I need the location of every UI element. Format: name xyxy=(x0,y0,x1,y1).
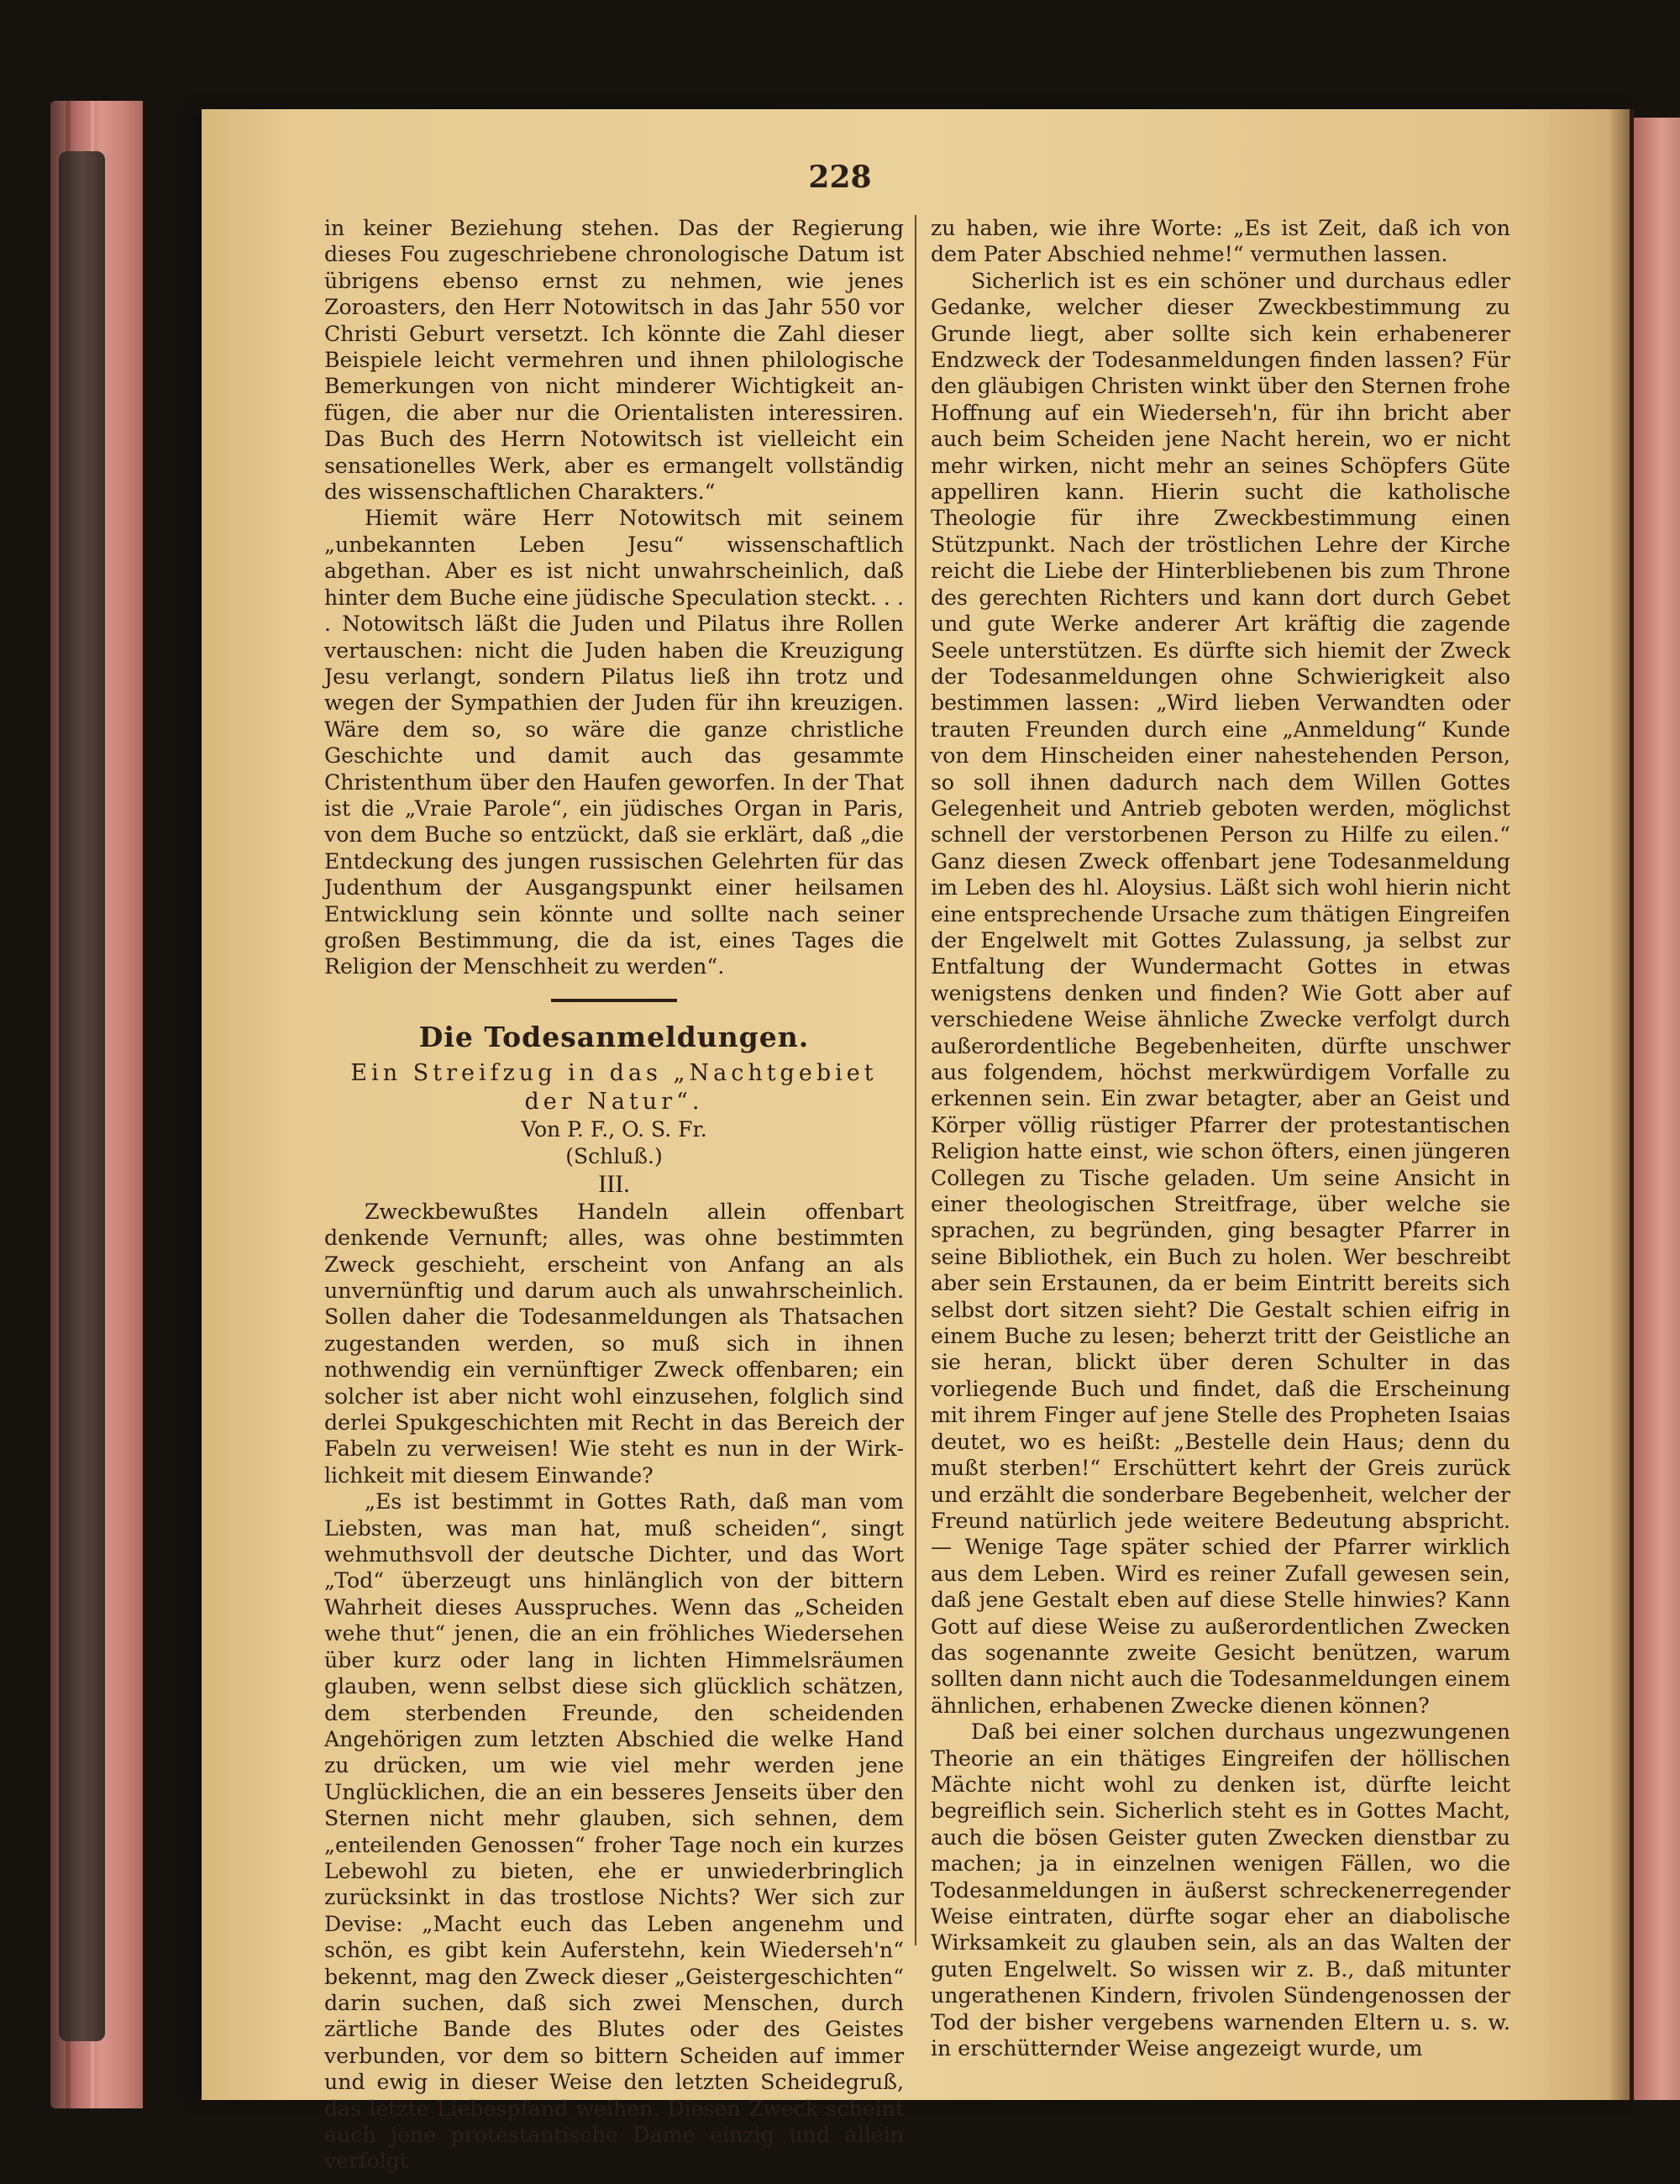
paragraph: in keiner Beziehung stehen. Das der Regierung dieses Fou zugeschriebene chronologische Datum ist übrigens ebenso ernst zu nehmen, wie jenes Zoroasters, den Herr Notowitsch in das Jahr 550 vor Christi Geburt versetzt. Ich könnte die Zahl dieser Beispiele leicht vermehren und ihnen philologische Bemerkungen von nicht minderer Wichtigkeit anfügen, die aber nur die Orientalisten interessiren. Das Buch des Herrn Notowitsch ist vielleicht ein sensationelles Werk, aber es ermangelt vollständig des wissenschaftlichen Charakters.“ xyxy=(324,216,904,505)
article-continuation: (Schluß.) xyxy=(565,1143,663,1168)
paragraph: Hiemit wäre Herr Notowitsch mit seinem „unbekannten Leben Jesu“ wissenschaftlich abgethan. Aber es ist nicht unwahrscheinlich, daß hinter dem Buche eine jüdische Speculation steckt. . . . Notowitsch läßt die Juden und Pilatus ihre Rollen vertauschen: nicht die Juden haben die Kreuzigung Jesu verlangt, sondern Pilatus ließ ihn trotz und wegen der Sympathien der Juden für ihn kreuzigen. Wäre dem so, so wäre die ganze christliche Geschichte und damit auch das gesammte Christenthum über den Haufen geworfen. In der That ist die „Vraie Parole“, ein jüdisches Organ in Paris, von dem Buche so entzückt, daß sie erklärt, daß „die Entdeckung des jungen russischen Gelehrten für das Judenthum der Ausgangspunkt einer heilsamen Entwicklung sein könnte und sollte nach seiner großen Bestimmung, die da ist, eines Tages die Religion der Menschheit zu werden“. xyxy=(324,506,904,979)
paragraph: „Es ist bestimmt in Gottes Rath, daß man vom Liebsten, was man hat, muß scheiden“, singt wehmuthsvoll der deutsche Dichter, und das Wort „Tod“ überzeugt uns hinlänglich von der bittern Wahrheit dieses Ausspruches. Wenn das „Scheiden wehe thut“ jenen, die an ein fröhliches Wiedersehen über kurz oder lang in lichten Himmelsräumen glauben, wenn selbst diese sich glücklich schätzen, dem sterbenden Freunde, den scheidenden Angehörigen zum letzten Abschied die welke Hand zu drücken, um wie viel mehr werden jene Unglücklichen, die an ein besseres Jenseits über den Sternen nicht mehr glauben, sich sehnen, dem „enteilenden Genossen“ froher Tage noch ein kurzes Lebewohl zu bieten, ehe er unwiederbringlich zurücksinkt in das trostlose Nichts? Wer sich zur Devise: „Macht euch das Leben angenehm und schön, es gibt kein Auferstehn, kein Wiederseh'n“ bekennt, mag den Zweck dieser „Geistergeschichten“ darin suchen, daß sich zwei Menschen, durch zärtliche Bande des Blutes oder des Geistes verbunden, vor dem so bittern Scheiden auf immer und ewig in dieser Weise den letzten Scheidegruß, das letzte Liebespfand weihen. Diesen Zweck scheint auch jene protestantische Dame einzig und allein verfolgt xyxy=(324,1489,904,2174)
article-title: Die Todesanmeldungen. xyxy=(418,1020,810,1053)
paragraph: Daß bei einer solchen durchaus ungezwungenen Theorie an ein thätiges Eingreifen der höllischen Mächte nicht wohl zu denken ist, dürfte leicht begreiflich sein. Sicherlich steht es in Gottes Macht, auch die bösen Geister guten Zwecken dienstbar zu machen; ja in einzelnen wenigen Fällen, wo die Todesanmeldungen in äußerst schreckenerregender Weise eintraten, dürfte sogar eher an diabolische Wirksamkeit zu glauben sein, als an das Walten der guten Engelwelt. So wissen wir z. B., daß mitunter ungerathenen Kindern, frivolen Sündengenossen der Tod der bisher vergebens warnenden Eltern u. s. w. in erschütternder Weise angezeigt wurde, um xyxy=(931,1719,1510,2061)
section-number: III. xyxy=(598,1169,630,1198)
book-page-edges-right xyxy=(1634,118,1680,2100)
left-column xyxy=(324,215,904,2175)
article-author: Von P. F., O. S. Fr. xyxy=(521,1116,707,1142)
paragraph: zu haben, wie ihre Worte: „Es ist Zeit, daß ich von dem Pater Abschied nehme!“ vermuthen lassen. xyxy=(931,216,1510,267)
paragraph: Sicherlich ist es ein schöner und durchaus edler Gedanke, welcher dieser Zweckbestimmung zu Grunde liegt, aber sollte sich kein erhabenerer Endzweck der Todesanmeldungen finden lassen? Für den gläubigen Christen winkt über den Sternen frohe Hoffnung auf ein Wiederseh'n, für ihn bricht aber auch beim Scheiden jene Nacht herein, wo er nicht mehr wirken, nicht mehr an seines Schöpfers Güte appelliren kann. Hierin sucht die katholische Theologie für ihre Zweckbestimmung einen Stützpunkt. Nach der tröstlichen Lehre der Kirche reicht die Liebe der Hinterbliebenen bis zum Throne des gerechten Richters und kann dort durch Gebet und gute Werke anderer Art kräftig die zagende Seele unterstützen. Es dürfte sich hiemit der Zweck der Todesanmeldungen ohne Schwierigkeit also bestimmen lassen: „Wird lieben Verwandten oder trauten Freunden durch eine „Anmeldung“ Kunde von dem Hinscheiden einer nahestehenden Person, so soll ihnen dadurch nach dem Willen Gottes Gelegenheit und Antrieb geboten werden, möglichst schnell der verstorbenen Person zu Hilfe zu eilen.“ Ganz diesen Zweck offenbart jene Todesanmeldung im Leben des hl. Aloysius. Läßt sich wohl hierin nicht eine entsprechende Ursache zum thätigen Eingreifen der Engelwelt mit Gottes Zulassung, ja selbst zur Entfaltung der Wundermacht Gottes in etwas wenigstens denken und finden? Wie Gott aber auf verschiedene Weise ähnliche Zwecke verfolgt durch außerordentliche Begebenheiten, dürfte unschwer aus folgendem, höchst merkwürdigem Vorfalle zu erkennen sein. Ein zwar betagter, aber an Geist und Körper völlig rüstiger Pfarrer der protestantischen Religion hatte einst, wie schon öfters, einen jüngeren Collegen zu Tische geladen. Um seine Ansicht in einer theologischen Streitfrage, über welche sie sprachen, zu begründen, ging besagter Pfarrer in seine Bibliothek, ein Buch zu holen. Wer beschreibt aber sein Erstaunen, da er beim Eintritt bereits sich selbst dort sitzen sieht? Die Gestalt schien eifrig in einem Buche zu lesen; beherzt tritt der Geistliche an sie heran, blickt über deren Schulter in das vorliegende Buch und findet, daß die Erscheinung mit ihrem Finger auf jene Stelle des Propheten Isaias deutet, wo es heißt: „Bestelle dein Haus; denn du mußt sterben!“ Erschüttert kehrt der Greis zurück und erzählt die sonderbare Begebenheit, welcher der Freund natürlich jede weitere Bedeutung abspricht. — Wenige Tage später schied der Pfarrer wirklich aus dem Leben. Wird es reiner Zufall gewesen sein, daß jene Gestalt eben auf diese Stelle hinwies? Kann Gott auf diese Weise zu außerordentlichen Zwecken das sogenannte zweite Gesicht benützen, warum sollten dann nicht auch die Todesanmeldungen einem ähnlichen, erhabenen Zwecke dienen können? xyxy=(931,268,1510,1718)
page-number: 228 xyxy=(808,160,872,195)
article-subtitle: Ein Streifzug in das „Nachtgebiet der Natur“. xyxy=(350,1059,878,1115)
column-rule xyxy=(915,215,916,1945)
right-column xyxy=(931,215,1510,2061)
section-divider xyxy=(551,999,677,1002)
page-gutter-shadow xyxy=(1609,109,1634,2100)
paragraph: Zweckbewußtes Handeln allein offenbart denkende Vernunft; alles, was ohne bestimmten Zweck geschieht, erscheint von Anfang an als unvernünftig und darum auch als unwahrscheinlich. Sollen daher die Todesanmeldungen als Thatsachen zugestanden werden, so muß sich in ihnen nothwendig ein vernünftiger Zweck offenbaren; ein solcher ist aber nicht wohl einzusehen, folglich sind derlei Spukgeschichten mit Recht in das Bereich der Fabeln zu verweisen! Wie steht es nun in der Wirklichkeit mit diesem Einwande? xyxy=(324,1199,904,1488)
book-binding-strap xyxy=(59,151,105,2041)
